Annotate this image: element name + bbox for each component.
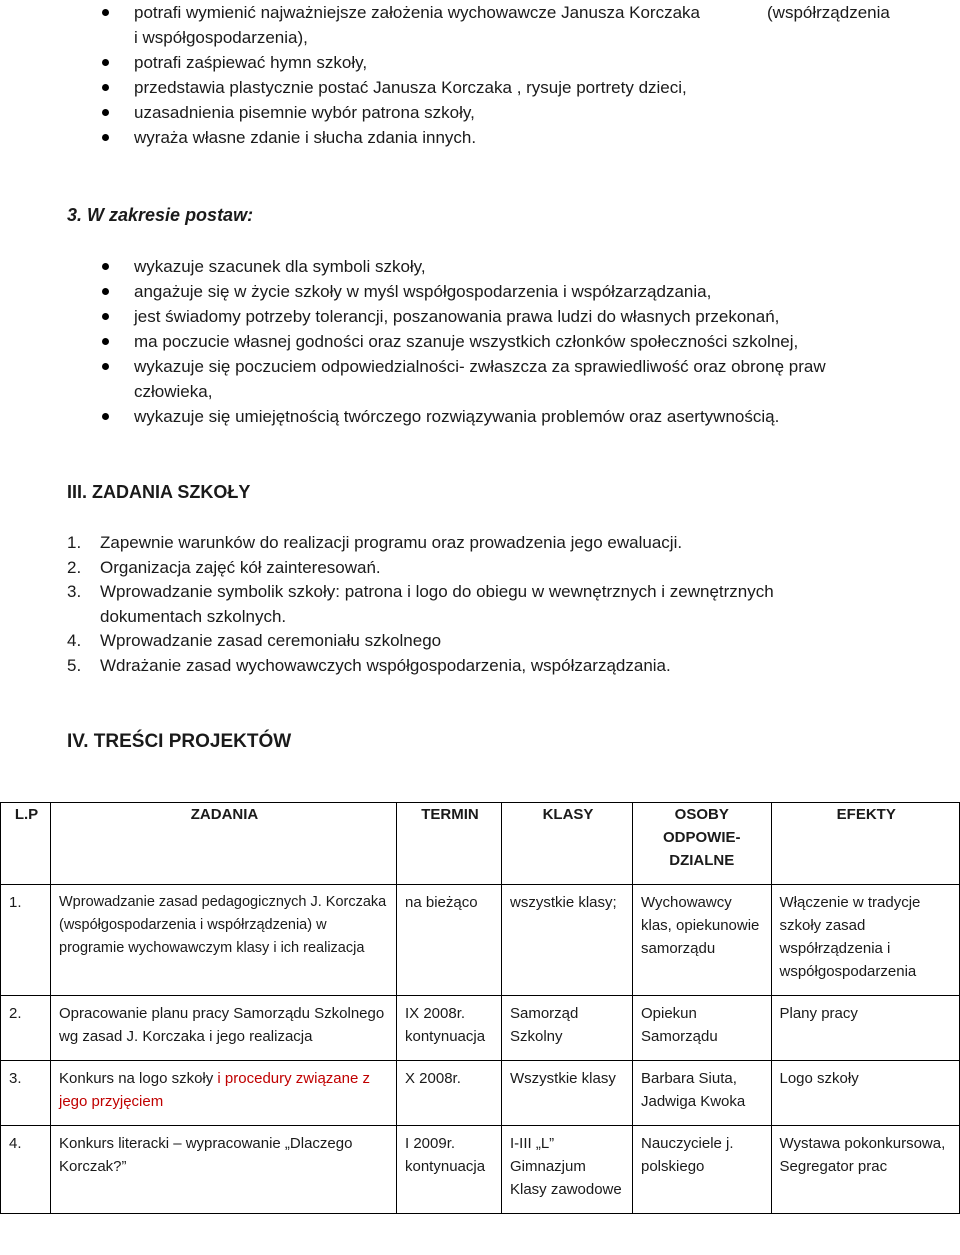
bullet-icon [102,288,109,295]
list-item: ma poczucie własnej godności oraz szanuje wszystkich członków społeczności szkolnej, [0,329,960,354]
section-heading: IV. TREŚCI PROJEKTÓW [67,731,292,752]
bullet-icon [102,338,109,345]
bullet-icon [102,413,109,420]
table-cell: Plany pracy [771,996,960,1061]
list-item: 1. Zapewnie warunków do realizacji programu oraz prowadzenia jego ewaluacji. [67,533,683,552]
table-cell: I 2009r. kontynuacja [397,1126,502,1214]
table-cell: X 2008r. [397,1061,502,1126]
table-cell: Wychowawcy klas, opiekunowie samorządu [633,885,772,996]
table-row [1,885,960,996]
table-cell: Nauczyciele j. polskiego [633,1126,772,1214]
bullet-icon [102,363,109,370]
table-cell: 3. [1,1061,51,1126]
table-cell: Konkurs na logo szkoły i procedury związane z jego przyjęciem [51,1061,397,1126]
bullet-icon [102,134,109,141]
table-cell: Włączenie w tradycje szkoły zasad współrządzenia i współgospodarzenia [771,885,960,996]
bullet-icon [102,263,109,270]
list-item: uzasadnienia pisemnie wybór patrona szkoły, [0,100,960,125]
table-cell: 1. [1,885,51,996]
table-cell: Opracowanie planu pracy Samorządu Szkolnego wg zasad J. Korczaka i jego realizacja [51,996,397,1061]
bullet-icon [102,84,109,91]
table-cell: Barbara Siuta, Jadwiga Kwoka [633,1061,772,1126]
table-cell: Samorząd Szkolny [502,996,633,1061]
column-header: L.P [1,803,51,885]
column-header: EFEKTY [771,803,960,885]
table-cell: Konkurs literacki – wypracowanie „Dlaczego Korczak?” [51,1126,397,1214]
list-item: jest świadomy potrzeby tolerancji, poszanowania prawa ludzi do własnych przekonań, [0,304,960,329]
list-item: wyraża własne zdanie i słucha zdania innych. [0,125,960,150]
column-header: ZADANIA [51,803,397,885]
table-cell: IX 2008r. kontynuacja [397,996,502,1061]
column-header: KLASY [502,803,633,885]
table-cell: Wszystkie klasy [502,1061,633,1126]
section-heading: III. ZADANIA SZKOŁY [67,482,251,502]
table-cell: Wprowadzanie zasad pedagogicznych J. Korczaka (współgospodarzenia i współrządzenia) w programie wychowawczym klasy i ich realizacja [51,885,397,996]
list-item: przedstawia plastycznie postać Janusza Korczaka , rysuje portrety dzieci, [0,75,960,100]
tasks-list [0,531,960,678]
list-item: potrafi wymienić najważniejsze założenia wychowawcze Janusza Korczaka i współgospodarzenia), [0,0,960,50]
table-cell: 2. [1,996,51,1061]
table-cell: wszystkie klasy; [502,885,633,996]
list-item: wykazuje się poczuciem odpowiedzialności- zwłaszcza za sprawiedliwość oraz obronę praw człowieka, [0,354,960,404]
wrapped-fragment: (współrządzenia [767,3,890,22]
column-header: OSOBY ODPOWIE-DZIALNE [633,803,772,885]
table-cell: 4. [1,1126,51,1214]
table-row [1,996,960,1061]
bullet-icon [102,9,109,16]
list-item: angażuje się w życie szkoły w myśl współgospodarzenia i współzarządzania, [0,279,960,304]
list-item: 5. Wdrażanie zasad wychowawczych współgospodarzenia, współzarządzania. [67,655,671,675]
list-item: 4. Wprowadzanie zasad ceremoniału szkolnego [67,631,442,650]
highlighted-text: i procedury związane z jego przyjęciem [59,1070,370,1110]
list-item: 3. Wprowadzanie symbolik szkoły: patrona i logo do obiegu w wewnętrznych i zewnętrznych dokumentach szkolnych. [67,582,774,626]
table-row [1,1061,960,1126]
list-item: wykazuje szacunek dla symboli szkoły, [0,254,960,279]
table-cell: Logo szkoły [771,1061,960,1126]
bullet-icon [102,59,109,66]
table-cell: na bieżąco [397,885,502,996]
table-row [1,1126,960,1214]
list-item: 2. Organizacja zajęć kół zainteresowań. [67,557,381,577]
bullet-icon [102,109,109,116]
bullet-icon [102,313,109,320]
table-cell: I-III „L” Gimnazjum Klasy zawodowe [502,1126,633,1214]
column-header: TERMIN [397,803,502,885]
list-item: potrafi zaśpiewać hymn szkoły, [0,50,960,75]
table-cell: Opiekun Samorządu [633,996,772,1061]
projects-table [0,802,960,1214]
section-heading: 3. W zakresie postaw: [67,205,254,225]
table-header-row [1,803,960,885]
list-item: wykazuje się umiejętnością twórczego rozwiązywania problemów oraz asertywnością. [0,404,960,429]
attitudes-list [0,254,960,429]
table-cell: Wystawa pokonkursowa, Segregator prac [771,1126,960,1214]
